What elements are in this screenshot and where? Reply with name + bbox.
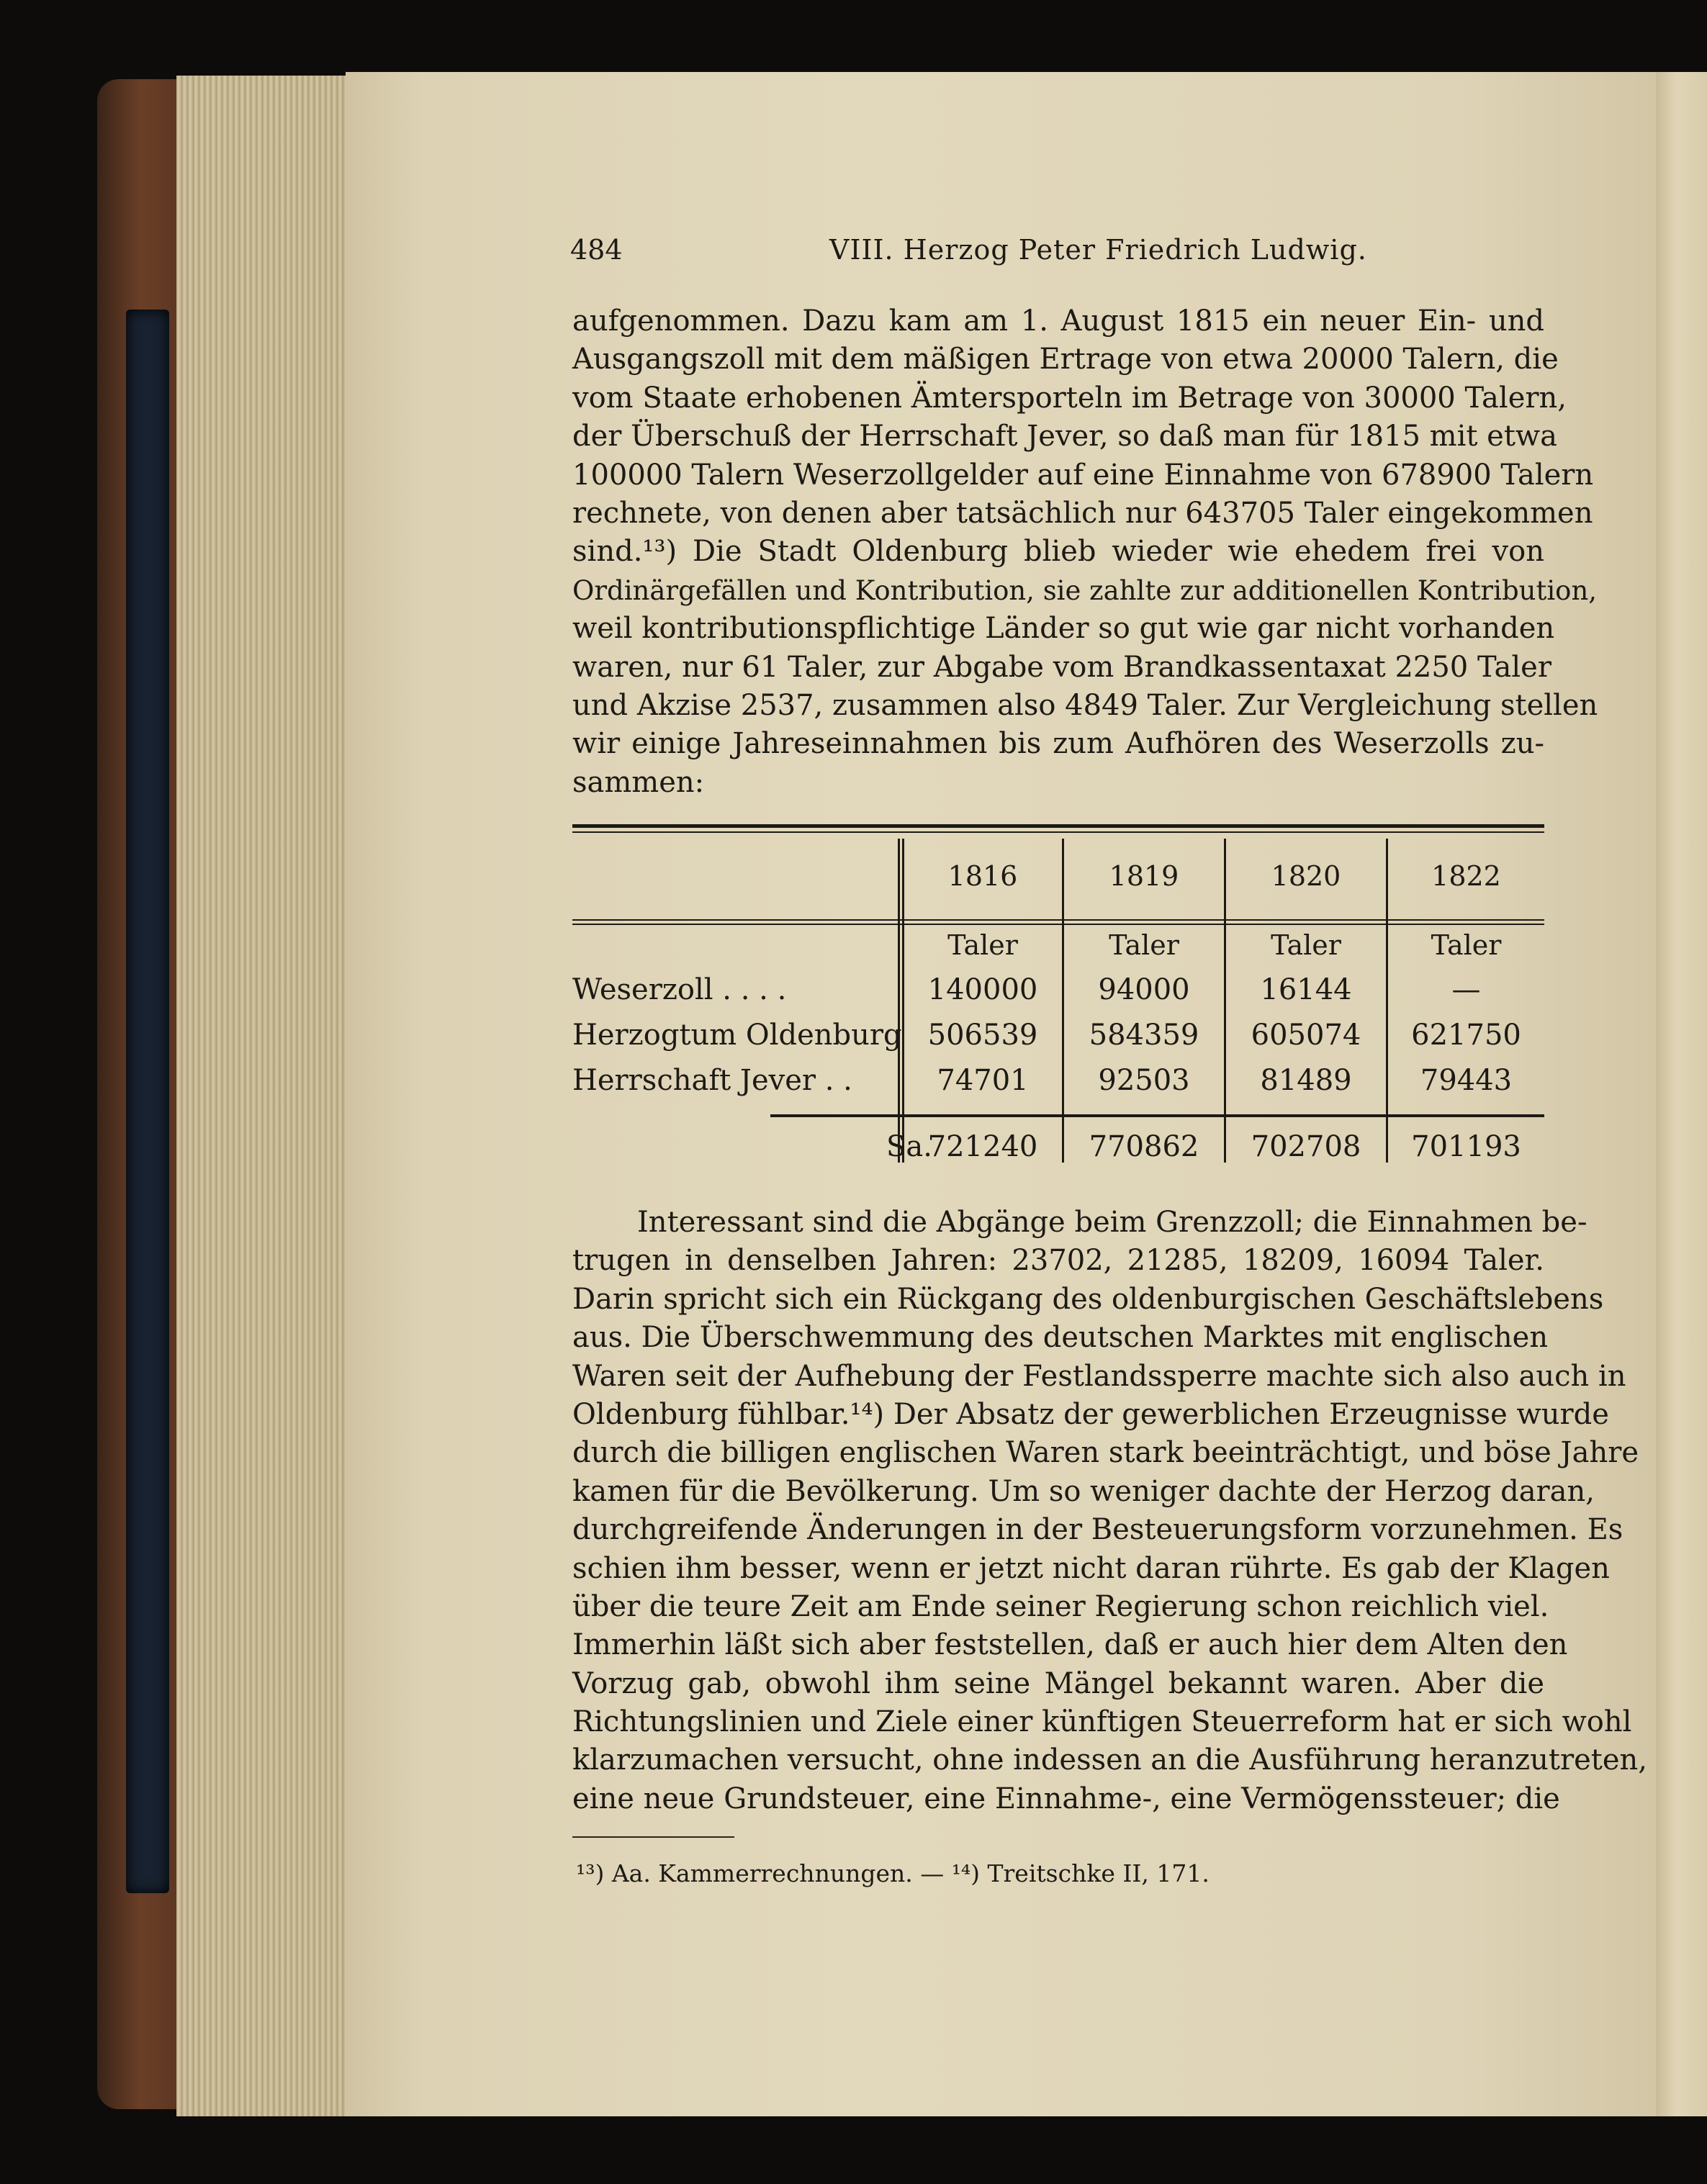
text-line: eine neue Grundsteuer, eine Einnahme-, eine Vermögenssteuer; die [572, 1782, 1560, 1815]
year-header: 1822 [1431, 860, 1501, 892]
text-line: Interessant sind die Abgänge beim Grenzzoll; die Einnahmen be- [637, 1206, 1587, 1239]
text-line: klarzumachen versucht, ohne indessen an die Ausführung heranzutreten, [572, 1743, 1647, 1777]
text-line: waren, nur 61 Taler, zur Abgabe vom Brandkassentaxat 2250 Taler [572, 650, 1551, 684]
page-header [570, 234, 1542, 270]
table-cell: 621750 [1411, 1019, 1521, 1052]
table-cell: 74701 [937, 1064, 1029, 1097]
text-line: aus. Die Überschwemmung des deutschen Marktes mit englischen [572, 1321, 1549, 1355]
table-cell: — [1451, 973, 1481, 1006]
page-number: 484 [570, 234, 623, 266]
row-label-jever: Herrschaft Jever . . [572, 1064, 852, 1097]
year-header: 1816 [947, 860, 1018, 892]
table-cell: 16144 [1260, 973, 1352, 1006]
text-line: Richtungslinien und Ziele einer künftigen Steuerreform hat er sich wohl [572, 1705, 1632, 1739]
text-line: durch die billigen englischen Waren stark beeinträchtigt, und böse Jahre [572, 1436, 1639, 1470]
text-line: durchgreifende Änderungen in der Besteuerungsform vorzunehmen. Es [572, 1513, 1623, 1547]
text-line: 100000 Talern Weserzollgelder auf eine Einnahme von 678900 Talern [572, 458, 1594, 492]
table-header-rule-thin [572, 924, 1544, 925]
paragraph-2 [572, 1204, 1647, 1818]
unit-label: Taler [947, 929, 1018, 961]
text-line: aufgenommen. Dazu kam am 1. August 1815 ein neuer Ein- und [572, 304, 1544, 338]
unit-label: Taler [1271, 929, 1341, 961]
sum-cell: 702708 [1251, 1130, 1361, 1163]
running-head: VIII. Herzog Peter Friedrich Ludwig. [829, 234, 1367, 266]
text-line: über die teure Zeit am Ende seiner Regierung schon reichlich viel. [572, 1589, 1549, 1623]
revenue-table [572, 824, 1544, 1163]
paragraph-1 [572, 302, 1598, 802]
text-line: kamen für die Bevölkerung. Um so weniger dachte der Herzog daran, [572, 1474, 1595, 1508]
table-cell: 605074 [1251, 1019, 1361, 1052]
page-edges [176, 76, 349, 2116]
next-page-edge [1656, 72, 1707, 2116]
text-line: vom Staate erhobenen Ämtersporteln im Betrage von 30000 Talern, [572, 381, 1567, 415]
book-spine-cloth [126, 310, 169, 1893]
table-top-rule-thin [572, 831, 1544, 833]
unit-label: Taler [1109, 929, 1179, 961]
text-line: wir einige Jahreseinnahmen bis zum Aufhören des Weserzolls zu- [572, 727, 1544, 761]
table-cell: 584359 [1089, 1019, 1199, 1052]
text-line: Oldenburg fühlbar.¹⁴) Der Absatz der gewerblichen Erzeugnisse wurde [572, 1397, 1609, 1431]
text-line: sammen: [572, 765, 705, 799]
sum-cell: 721240 [927, 1130, 1038, 1163]
table-header-rule [572, 919, 1544, 921]
text-line: der Überschuß der Herrschaft Jever, so daß man für 1815 mit etwa [572, 420, 1558, 454]
table-cell: 81489 [1260, 1064, 1352, 1097]
text-line: und Akzise 2537, zusammen also 4849 Taler. Zur Vergleichung stellen [572, 688, 1598, 722]
text-line: Darin spricht sich ein Rückgang des oldenburgischen Geschäftslebens [572, 1282, 1604, 1316]
table-sum-rule [770, 1114, 1544, 1117]
text-line: Waren seit der Aufhebung der Festlandssperre machte sich also auch in [572, 1359, 1626, 1393]
footnotes: ¹³) Aa. Kammerrechnungen. — ¹⁴) Treitschke II, 171. [576, 1859, 1210, 1887]
table-cell: 94000 [1098, 973, 1190, 1006]
sum-cell: 770862 [1089, 1130, 1199, 1163]
text-line: Immerhin läßt sich aber feststellen, daß er auch hier dem Alten den [572, 1628, 1568, 1662]
text-line: rechnete, von denen aber tatsächlich nur 643705 Taler eingekommen [572, 496, 1593, 530]
row-label-weserzoll: Weserzoll . . . . [572, 973, 787, 1006]
year-header: 1819 [1109, 860, 1179, 892]
row-label-herzogtum: Herzogtum Oldenburg [572, 1019, 902, 1052]
text-line: schien ihm besser, wenn er jetzt nicht daran rührte. Es gab der Klagen [572, 1551, 1610, 1585]
text-line: Ordinärgefällen und Kontribution, sie zahlte zur additionellen Kontribution, [572, 574, 1598, 606]
table-cell: 92503 [1098, 1064, 1190, 1097]
text-line: Vorzug gab, obwohl ihm seine Mängel bekannt waren. Aber die [572, 1666, 1544, 1700]
year-header: 1820 [1271, 860, 1341, 892]
text-line: Ausgangszoll mit dem mäßigen Ertrage von etwa 20000 Talern, die [572, 343, 1559, 376]
table-divider [898, 839, 900, 1163]
table-cell: 140000 [927, 973, 1038, 1006]
table-cell: 506539 [927, 1019, 1038, 1052]
table-top-rule [572, 824, 1544, 828]
footnote-rule [572, 1836, 734, 1838]
text-line: trugen in denselben Jahren: 23702, 21285, 18209, 16094 Taler. [572, 1244, 1544, 1278]
unit-label: Taler [1431, 929, 1502, 961]
text-line: sind.¹³) Die Stadt Oldenburg blieb wieder wie ehedem frei von [572, 535, 1544, 569]
text-line: weil kontributionspflichtige Länder so gut wie gar nicht vorhanden [572, 612, 1555, 646]
sum-label: Sa. [886, 1130, 932, 1163]
sum-cell: 701193 [1411, 1130, 1521, 1163]
table-cell: 79443 [1420, 1064, 1513, 1097]
